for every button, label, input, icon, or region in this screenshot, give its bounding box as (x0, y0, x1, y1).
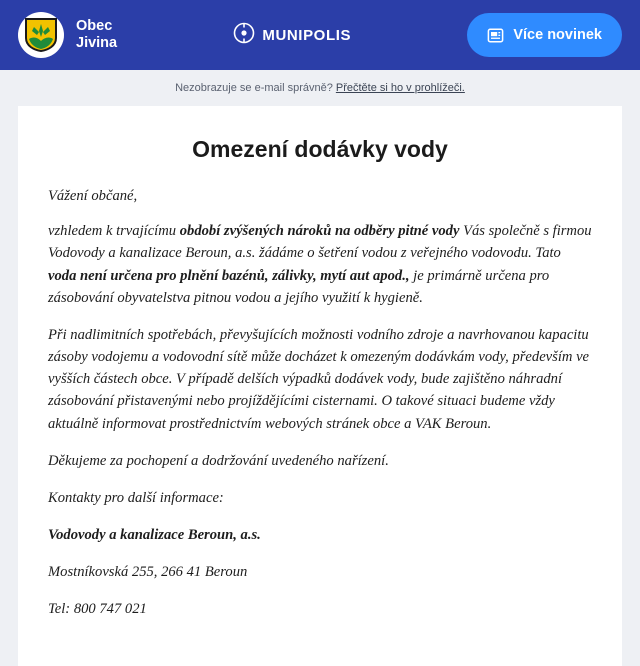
paragraph-3: Děkujeme za pochopení a dodržování uvedeného nařízení. (48, 452, 389, 469)
p1-part-a: vzhledem k trvajícímu (48, 223, 180, 240)
more-news-label: Více novinek (513, 27, 602, 43)
newspaper-icon (487, 27, 504, 44)
company-address: Mostníkovská 255, 266 41 Beroun (48, 564, 248, 581)
company-name: Vodovody a kanalizace Beroun, a.s. (48, 527, 261, 544)
paragraph-1 (48, 220, 592, 309)
p1-bold-1: období zvýšených nároků na odběry pitné vody (179, 223, 460, 240)
brand-line-2: Jivina (76, 35, 118, 51)
contacts-heading: Kontakty pro další informace: (48, 489, 224, 506)
page-title: Omezení dodávky vody (192, 136, 448, 162)
p1-part-c: Vás společně s firmou Vodovody a kanalizace Beroun, a.s. žádáme o šetření vodou z veřejného vodovodu. Tato (48, 223, 592, 262)
email-body-text (48, 185, 592, 621)
munipolis-logo-icon (233, 22, 255, 49)
greeting-paragraph: Vážení občané, (48, 188, 138, 204)
brand-text (76, 18, 117, 51)
munipolis-label: MUNIPOLIS (262, 26, 352, 44)
paragraph-2: Při nadlimitních spotřebách, převyšujících možnosti vodního zdroje a navrhovanou kapacitu zásoby vodojemu a vodovodní sítě může docházet k omezeným dodávkám vody, především ve vyšších částech obce. V případě delších výpadků dodávek vody, bude zajištěno náhradní zásobování přistavenými nebo projíždějícími cisternami. O takové situaci budeme vždy aktuálně informovat prostřednictvím webových stránek obce a VAK Beroun. (48, 326, 590, 432)
notice-text: Nezobrazuje se e-mail správně? (175, 82, 333, 94)
munipolis-logo[interactable] (233, 22, 351, 49)
view-in-browser-link[interactable]: Přečtěte si ho v prohlížeči. (335, 82, 465, 94)
email-header (0, 0, 640, 70)
more-news-button[interactable] (467, 13, 622, 57)
p1-part-d: je primárně určena pro zásobování obyvatelstva pitnou vodou a jejího využití k hygieně. (48, 267, 550, 306)
header-center (117, 22, 467, 49)
email-body-card (18, 106, 622, 666)
browser-view-notice (0, 70, 640, 106)
coat-of-arms-icon (18, 12, 64, 58)
company-phone: Tel: 800 747 021 (48, 601, 147, 618)
brand (18, 12, 117, 58)
p1-bold-2: voda není určena pro plnění bazénů, zálivky, mytí aut apod., (48, 267, 410, 284)
brand-line-1: Obec (76, 18, 113, 35)
